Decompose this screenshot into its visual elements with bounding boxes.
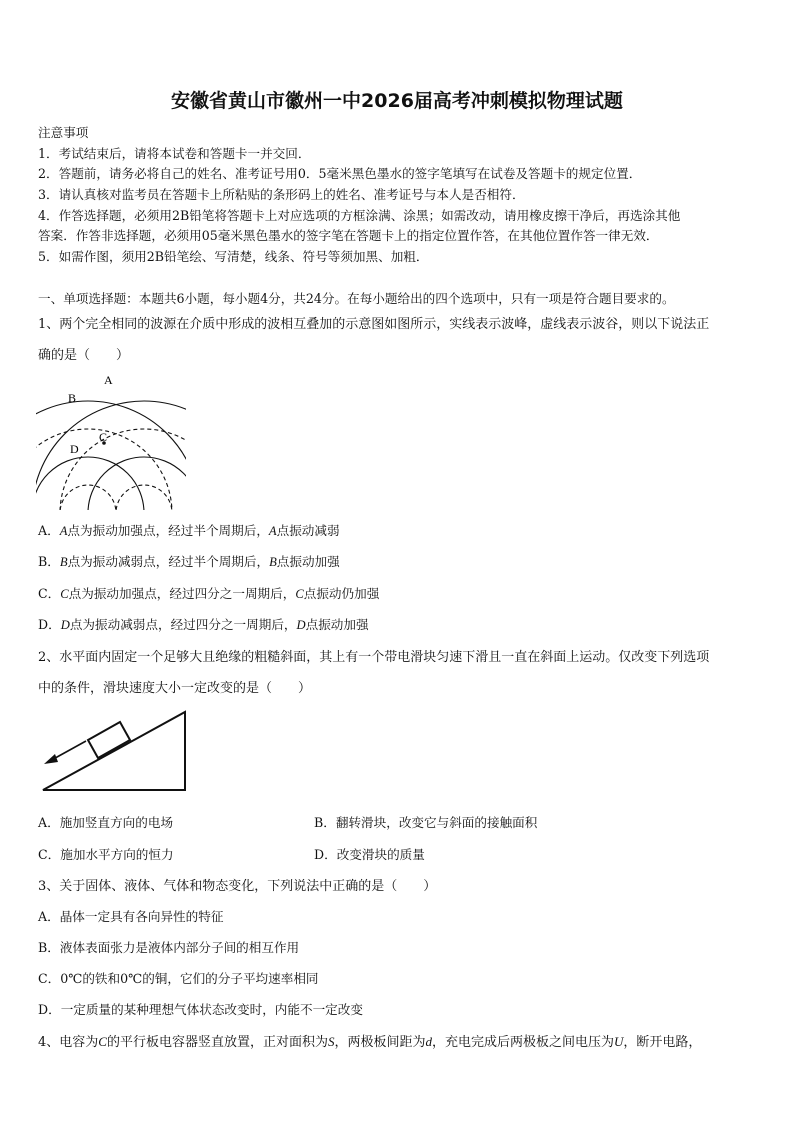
q2-option-d[interactable]: D．改变滑块的质量 [314, 847, 425, 862]
q1-option-a[interactable]: A．A点为振动加强点，经过半个周期后，A点振动减弱 [38, 523, 340, 538]
q3-option-c[interactable]: C．0℃的铁和0℃的铜，它们的分子平均速率相同 [38, 971, 319, 986]
q1-option-d[interactable]: D．D点为振动减弱点，经过四分之一周期后，D点振动加强 [38, 617, 369, 632]
q2-option-c[interactable]: C．施加水平方向的恒力 [38, 847, 174, 862]
q1-stem-line2: 确的是（ ） [38, 348, 130, 363]
q2-option-a[interactable]: A．施加竖直方向的电场 [38, 815, 174, 830]
q3-stem: 3、关于固体、液体、气体和物态变化，下列说法中正确的是（ ） [38, 879, 437, 894]
fig-label-c: C [99, 430, 108, 444]
notice-item-4-cont: 答案．作答非选择题，必须用05毫米黑色墨水的签字笔在答题卡上的指定位置作答，在其他位置作答一律无效． [38, 228, 659, 243]
fig-label-a: A [104, 373, 113, 387]
motion-arrow-head [44, 754, 58, 764]
q2-option-b[interactable]: B．翻转滑块，改变它与斜面的接触面积 [314, 815, 538, 830]
notice-item-5: 5．如需作图，须用2B铅笔绘、写清楚，线条、符号等须加黑、加粗． [38, 249, 429, 264]
notice-item-2: 2．答题前，请务必将自己的姓名、准考证号用0．5毫米黑色墨水的签字笔填写在试卷及答题卡的规定位置． [38, 166, 642, 181]
q1-option-c[interactable]: C．C点为振动加强点，经过四分之一周期后，C点振动仍加强 [38, 586, 380, 601]
q3-option-b[interactable]: B．液体表面张力是液体内部分子间的相互作用 [38, 940, 300, 955]
slider-block [88, 722, 130, 758]
page-title: 安徽省黄山市徽州一中2026届高考冲刺模拟物理试题 [171, 90, 623, 112]
q2-incline-figure [38, 708, 190, 794]
incline-triangle [43, 712, 185, 790]
notice-item-4: 4．作答选择题，必须用2B铅笔将答题卡上对应选项的方框涂满、涂黑；如需改动，请用橡皮擦干净后，再选涂其他 [38, 208, 681, 223]
notice-item-3: 3．请认真核对监考员在答题卡上所粘贴的条形码上的姓名、准考证号与本人是否相符． [38, 187, 525, 202]
q3-option-a[interactable]: A．晶体一定具有各向异性的特征 [38, 909, 224, 924]
q4-stem: 4、电容为C的平行板电容器竖直放置，正对面积为S，两极板间距为d，充电完成后两极板之间电压为U，断开电路， [38, 1034, 702, 1050]
section-heading: 一、单项选择题：本题共6小题，每小题4分，共24分。在每小题给出的四个选项中，只有一项是符合题目要求的。 [38, 291, 675, 306]
q2-stem-line1: 2、水平面内固定一个足够大且绝缘的粗糙斜面，其上有一个带电滑块匀速下滑且一直在斜面上运动。仅改变下列选项 [38, 650, 710, 665]
notice-heading: 注意事项 [38, 125, 89, 140]
notice-item-1: 1．考试结束后，请将本试卷和答题卡一并交回． [38, 146, 311, 161]
fig-label-d: D [70, 442, 79, 456]
q1-wave-figure [36, 365, 186, 513]
q3-option-d[interactable]: D．一定质量的某种理想气体状态改变时，内能不一定改变 [38, 1002, 363, 1017]
q1-option-b[interactable]: B．B点为振动减弱点，经过半个周期后，B点振动加强 [38, 554, 340, 569]
fig-label-b: B [68, 391, 77, 405]
q2-stem-line2: 中的条件，滑块速度大小一定改变的是（ ） [38, 681, 312, 696]
q1-stem-line1: 1、两个完全相同的波源在介质中形成的波相互叠加的示意图如图所示，实线表示波峰，虚线表示波谷，则以下说法正 [38, 317, 710, 332]
